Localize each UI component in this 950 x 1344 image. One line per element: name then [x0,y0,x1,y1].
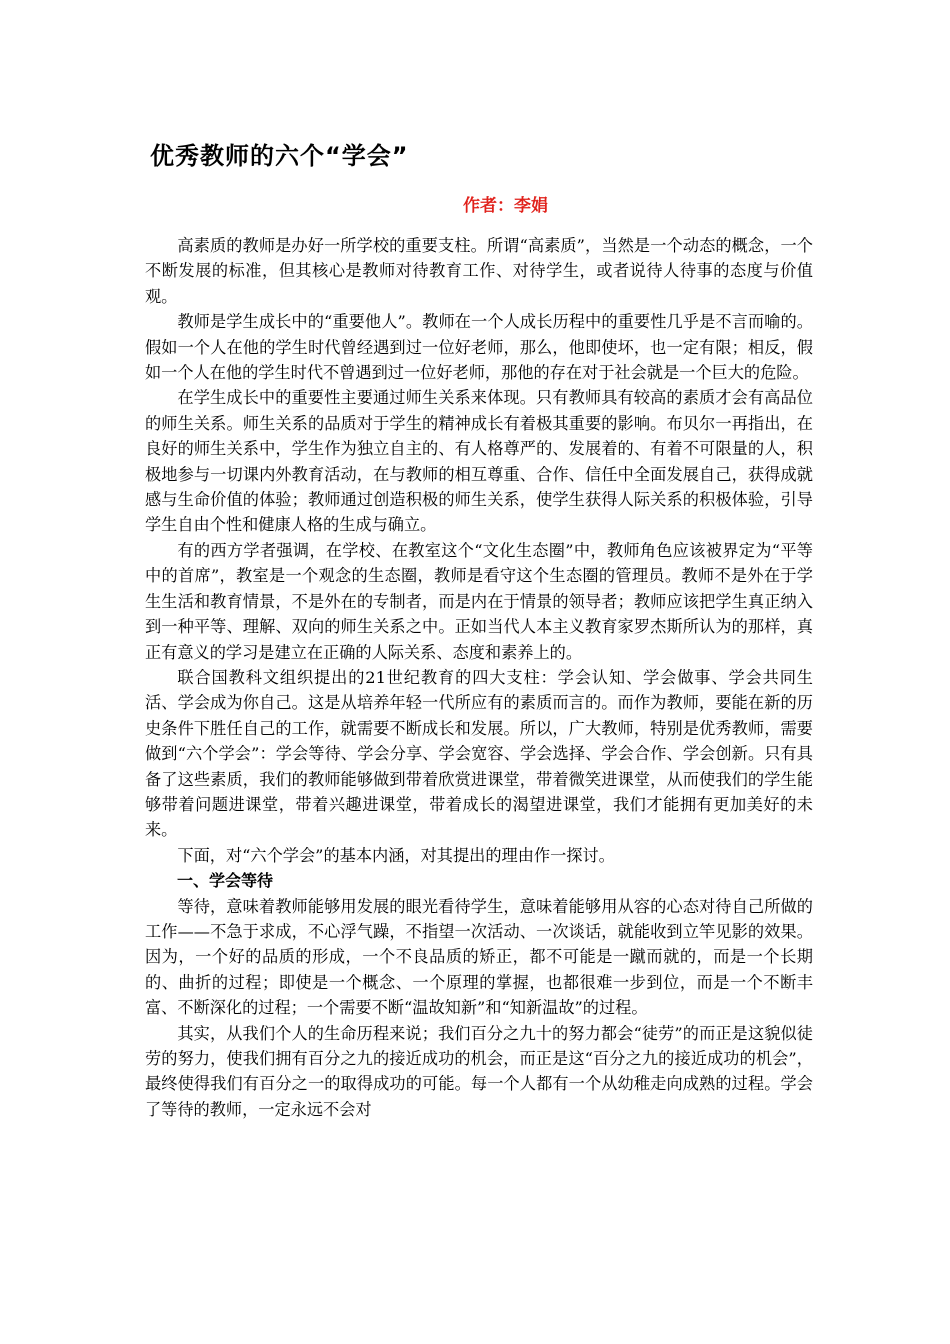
paragraph: 下面，对“六个学会”的基本内涵，对其提出的理由作一探讨。 [177,845,615,865]
paragraph: 在学生成长中的重要性主要通过师生关系来体现。只有教师具有较高的素质才会有高品位的师生关系。师生关系的品质对于学生的精神成长有着极其重要的影响。布贝尔一再指出，在良好的师生关系中，学生作为独立自主的、有人格尊严的、发展着的、有着不可限量的人，积极地参与一切课内外教育活动，在与教师的相互尊重、合作、信任中全面发展自己，获得成就感与生命价值的体验；教师通过创造积极的师生关系，使学生获得人际关系的积极体验，引导学生自由个性和健康人格的生成与确立。 [145,388,813,535]
author-line: 作者：李娟 [463,196,548,216]
paragraph: 等待，意味着教师能够用发展的眼光看待学生，意味着能够用从容的心态对待自己所做的工作——不急于求成，不心浮气躁，不指望一次活动、一次谈话，就能收到立竿见影的效果。因为，一个好的品质的形成，一个不良品质的矫正，都不可能是一蹴而就的，而是一个长期的、曲折的过程；即使是一个概念、一个原理的掌握，也都很难一步到位，而是一个不断丰富、不断深化的过程；一个需要不断“温故知新”和“知新温故”的过程。 [145,896,813,1018]
paragraph: 有的西方学者强调，在学校、在教室这个“文化生态圈”中，教师角色应该被界定为“平等中的首席”，教室是一个观念的生态圈，教师是看守这个生态圈的管理员。教师不是外在于学生生活和教育情景，不是外在的专制者，而是内在于情景的领导者；教师应该把学生真正纳入到一种平等、理解、双向的师生关系之中。正如当代人本主义教育家罗杰斯所认为的那样，真正有意义的学习是建立在正确的人际关系、态度和素养上的。 [145,540,813,662]
paragraph: 高素质的教师是办好一所学校的重要支柱。所谓“高素质”，当然是一个动态的概念，一个不断发展的标准，但其核心是教师对待教育工作、对待学生，或者说待人待事的态度与价值观。 [145,236,813,306]
paragraph: 教师是学生成长中的“重要他人”。教师在一个人成长历程中的重要性几乎是不言而喻的。假如一个人在他的学生时代曾经遇到过一位好老师，那么，他即使坏，也一定有限；相反，假如一个人在他的学生时代不曾遇到过一位好老师，那他的存在对于社会就是一个巨大的危险。 [145,312,813,383]
paragraph: 其实，从我们个人的生命历程来说；我们百分之九十的努力都会“徒劳”的而正是这貌似徒劳的努力，使我们拥有百分之九的接近成功的机会，而正是这“百分之九的接近成功的机会”，最终使得我们有百分之一的取得成功的可能。每一个人都有一个从幼稚走向成熟的过程。学会了等待的教师，一定永远不会对 [145,1023,813,1119]
document-body [145,233,813,1122]
document-title: 优秀教师的六个“学会” [150,142,409,170]
section-heading: 一、学会等待 [177,871,274,891]
paragraph: 联合国教科文组织提出的21世纪教育的四大支柱：学会认知、学会做事、学会共同生活、学会成为你自己。这是从培养年轻一代所应有的素质而言的。而作为教师，要能在新的历史条件下胜任自己的工作，就需要不断成长和发展。所以，广大教师，特别是优秀教师，需要做到“六个学会”：学会等待、学会分享、学会宽容、学会选择、学会合作、学会创新。只有具备了这些素质，我们的教师能够做到带着欣赏进课堂，带着微笑进课堂，从而使我们的学生能够带着问题进课堂，带着兴趣进课堂，带着成长的渴望进课堂，我们才能拥有更加美好的未来。 [145,667,813,840]
